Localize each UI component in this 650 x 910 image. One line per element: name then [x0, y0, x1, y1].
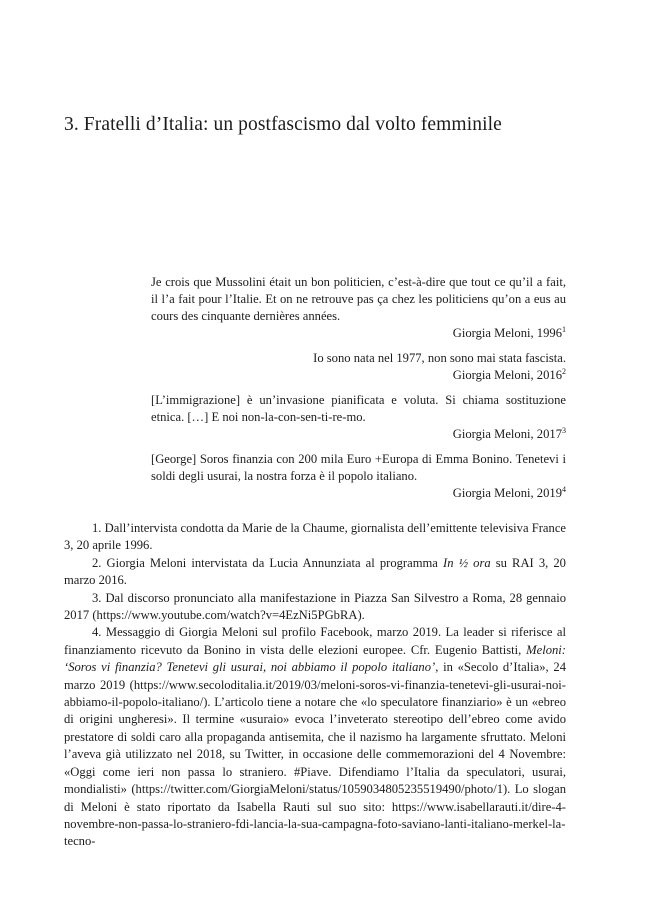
- epigraph-author: Giorgia Meloni, 1996: [452, 326, 562, 340]
- footnotes: [64, 520, 566, 851]
- footnote-3: 3. Dal discorso pronunciato alla manifestazione in Piazza San Silvestro a Roma, 28 gennaio 2017 (https://www.youtube.com/watch?v=4EzNi5PGbRA).: [64, 590, 566, 623]
- footnote-2: [64, 555, 566, 590]
- footnote-ref: 2: [562, 366, 566, 376]
- epigraph-quote: Io sono nata nel 1977, non sono mai stata fascista.: [313, 351, 566, 365]
- chapter-title: 3. Fratelli d’Italia: un postfascismo dal volto femminile: [64, 114, 502, 135]
- epigraph-2: [151, 350, 566, 384]
- epigraph-attribution: [151, 485, 566, 502]
- epigraph-3: [151, 392, 566, 443]
- epigraph-1: [151, 274, 566, 342]
- article-title: Meloni: ‘Soros vi finanzia? Tenetevi gli usurai, noi abbiamo il popolo italiano’: [64, 642, 566, 675]
- epigraph-author: Giorgia Meloni, 2016: [452, 368, 562, 382]
- epigraph-attribution: [151, 325, 566, 342]
- epigraph-4: [151, 451, 566, 502]
- footnote-4: [64, 624, 566, 850]
- program-title: In ½ ora: [443, 555, 491, 570]
- epigraph-quote: Je crois que Mussolini était un bon politicien, c’est-à-dire que tout ce qu’il a fait, il l’a fait pour l’Italie. Et on ne retrouve pas ça chez les politiciens qu’on a eus au cours des cinquante dernières années.: [151, 275, 566, 323]
- footnote-text: 2. Giorgia Meloni intervistata da Lucia Annunziata al programma: [92, 555, 443, 570]
- footnote-ref: 1: [562, 324, 566, 334]
- footnote-text: , in «Secolo d’Italia», 24 marzo 2019 (https://www.secoloditalia.it/2019/03/meloni-soros-vi-finanzia-tenetevi-gli-usurai-noi-abbiamo-il-popolo-italiano/). L’articolo tiene a notare che «lo speculatore finanziario» è un «ebreo di origini ungheresi». Il termine «usuraio» evoca l’inveterato stereotipo dell’ebreo come avido prestatore di soldi caro alla propaganda antisemita, che il nazismo ha largamente sfruttato. Meloni l’aveva già utilizzato nel 2018, su Twitter, in occasione delle commemorazioni del 4 Novembre: «Oggi come ieri non passa lo straniero. #Piave. Difendiamo l’Italia da speculatori, usurai, mondialisti» (https://twitter.com/GiorgiaMeloni/status/1059034805235519490/photo/1). Lo slogan di Meloni è stato riportato da Isabella Rauti sul suo sito: https://www.isabellarauti.it/dire-4-novembre-non-passa-lo-straniero-fdi-lancia-la-sua-campagna-foto-saviano-lanti-italiano-merkel-la-tecno-: [64, 660, 566, 849]
- epigraph-quote: [L’immigrazione] è un’invasione pianificata e voluta. Si chiama sostituzione etnica. […] E noi non-la-con-sen-ti-re-mo.: [151, 393, 566, 424]
- footnote-text: 4. Messaggio di Giorgia Meloni sul profilo Facebook, marzo 2019. La leader si riferisce al finanziamento ricevuto da Bonino in vista delle elezioni europee. Cfr. Eugenio Battisti,: [64, 625, 566, 657]
- epigraph-quote: [George] Soros finanzia con 200 mila Euro +Europa di Emma Bonino. Tenetevi i soldi degli usurai, la nostra forza è il popolo italiano.: [151, 452, 566, 483]
- footnote-1: 1. Dall’intervista condotta da Marie de la Chaume, giornalista dell’emittente televisiva France 3, 20 aprile 1996.: [64, 521, 566, 553]
- epigraph-author: Giorgia Meloni, 2017: [452, 427, 562, 441]
- epigraph-attribution: [151, 426, 566, 443]
- epigraph-author: Giorgia Meloni, 2019: [452, 486, 562, 500]
- footnote-text: su RAI 3, 20 marzo 2016.: [64, 555, 566, 588]
- footnote-ref: 4: [562, 484, 566, 494]
- epigraph-attribution: [151, 367, 566, 384]
- epigraphs: [151, 274, 566, 510]
- footnote-ref: 3: [562, 425, 566, 435]
